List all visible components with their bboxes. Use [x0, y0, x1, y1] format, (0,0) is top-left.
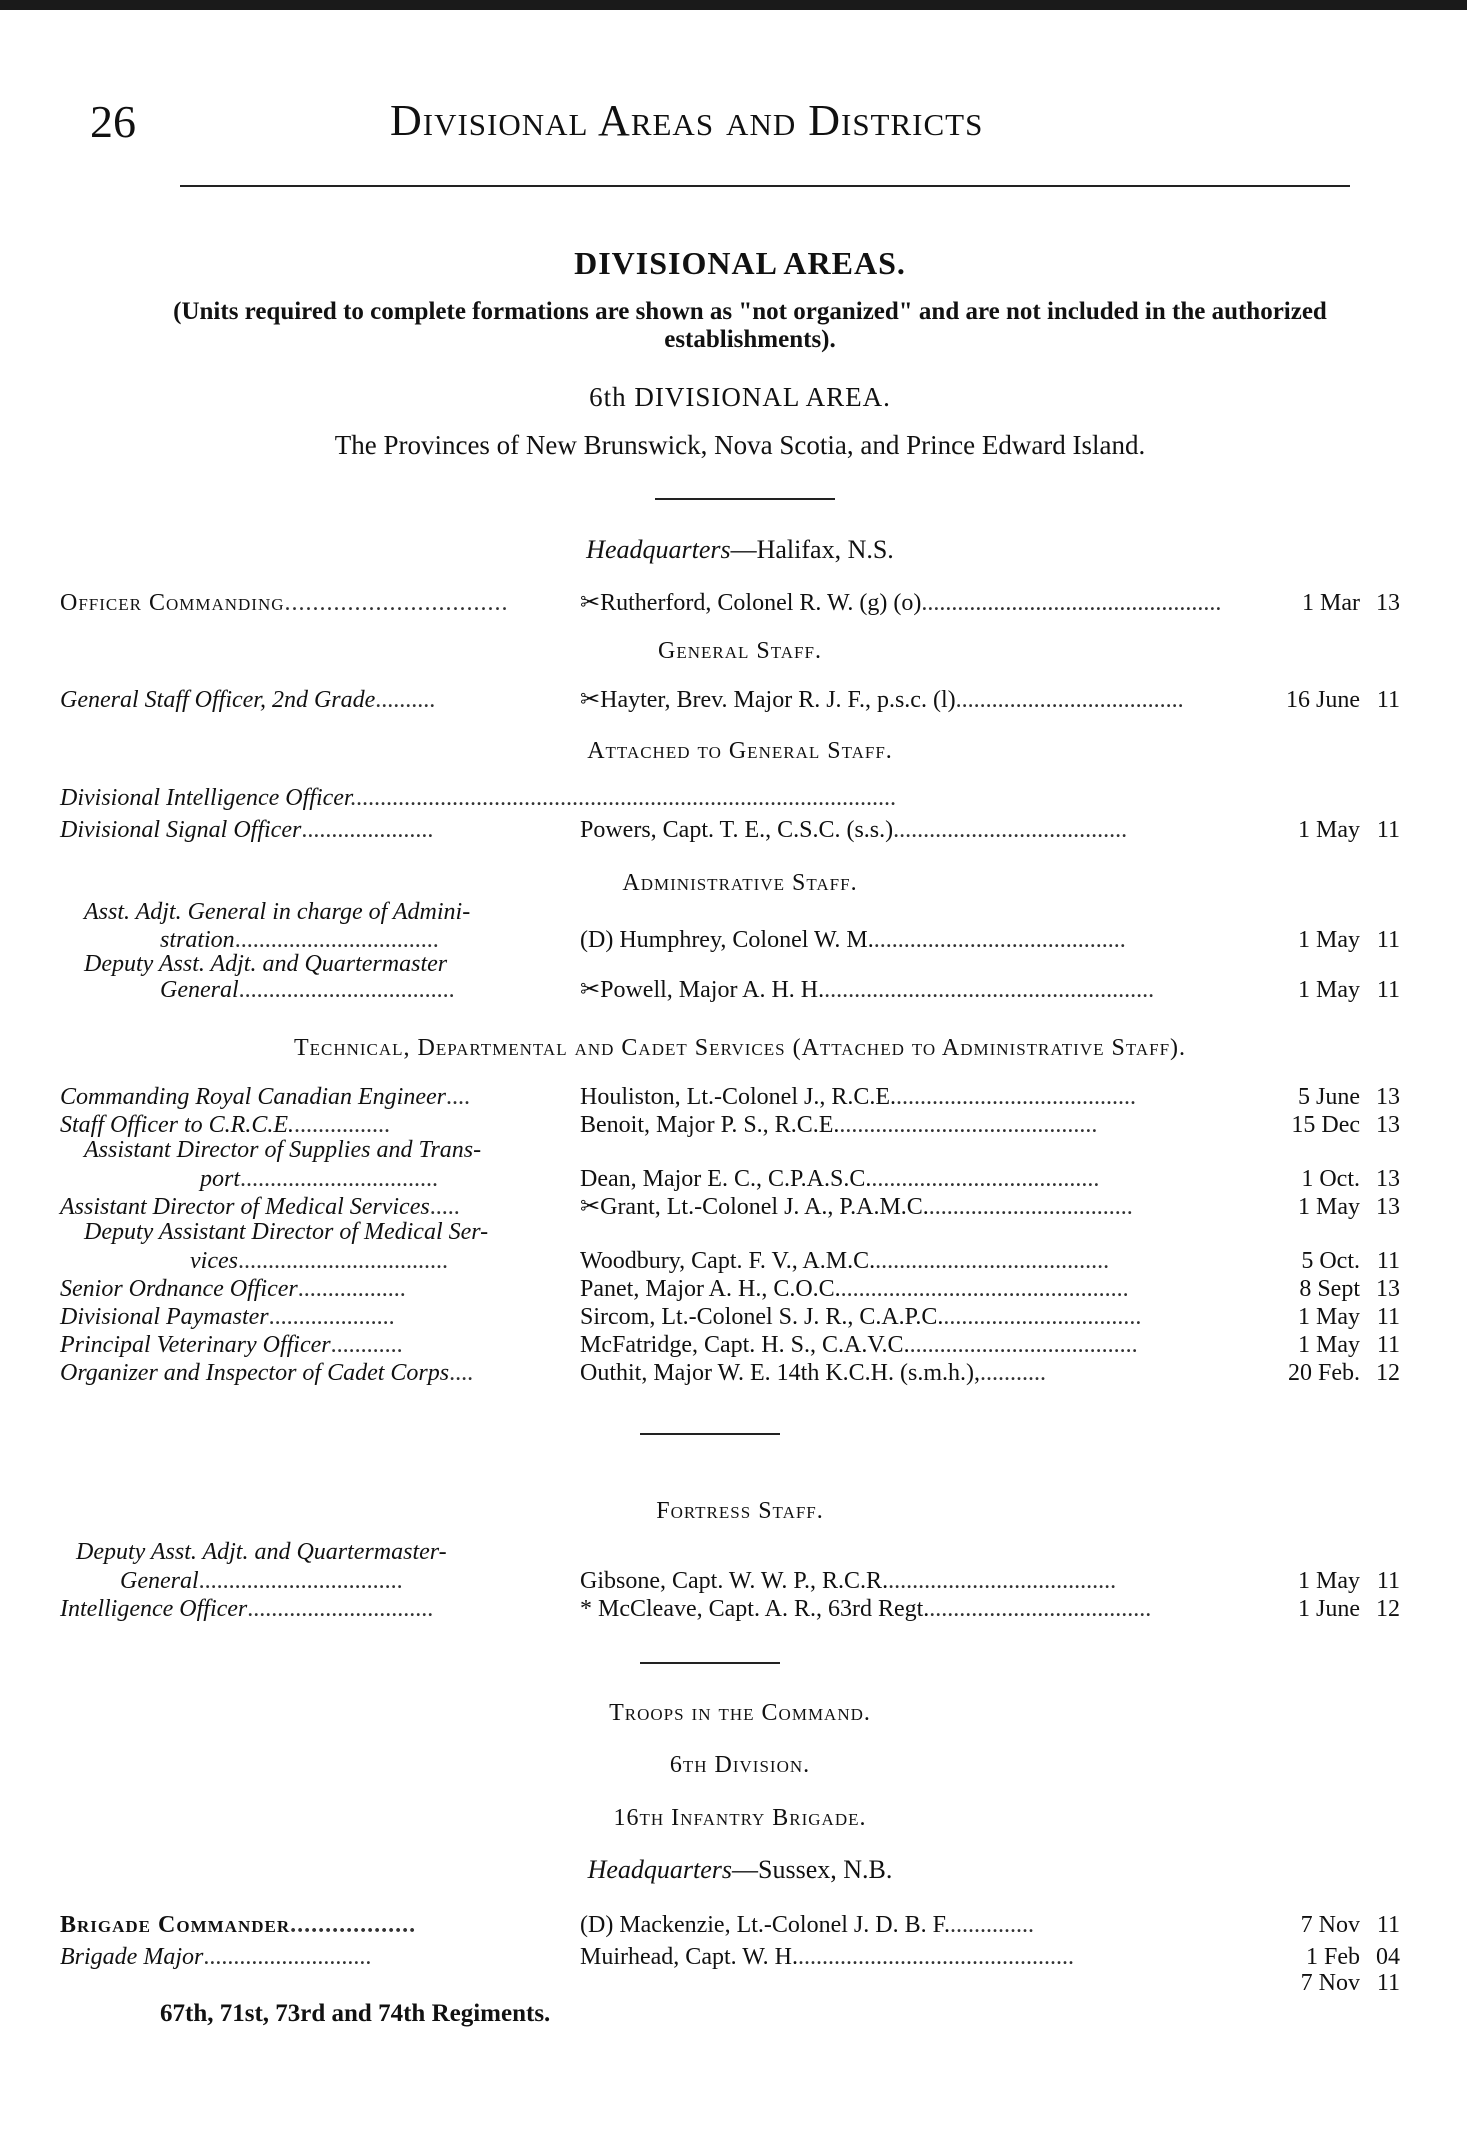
- table-row: [60, 975, 1400, 1005]
- area-title: 6th DIVISIONAL AREA.: [589, 382, 891, 412]
- officer-name: (D) Humphrey, Colonel W. M...........................................: [580, 927, 1126, 953]
- appointment-date: 1 May: [1298, 927, 1360, 953]
- role: General....................................: [160, 977, 455, 1003]
- role: Intelligence Officer...............................: [60, 1596, 434, 1622]
- officer-name: Dean, Major E. C., C.P.A.S.C.......................................: [580, 1166, 1100, 1192]
- appointment-year: 11: [1376, 1912, 1400, 1938]
- officer-name: ✂Powell, Major A. H. H........................................................: [580, 977, 1155, 1003]
- running-title: Divisional Areas and Districts: [390, 96, 984, 145]
- table-row: [60, 1302, 1400, 1332]
- appointment-date: 7 Nov: [1300, 1912, 1360, 1938]
- appointment-year: 11: [1376, 1304, 1400, 1330]
- appointment-year: 13: [1376, 1112, 1400, 1138]
- appointment-date: 1 Mar: [1302, 590, 1360, 616]
- role: Assistant Director of Medical Services.....: [60, 1194, 460, 1220]
- officer-name: Panet, Major A. H., C.O.C.................................................: [580, 1276, 1129, 1302]
- area-description: The Provinces of New Brunswick, Nova Scotia, and Prince Edward Island.: [334, 430, 1146, 460]
- hq-label: Headquarters: [586, 535, 731, 564]
- appointment-date: 7 Nov: [1300, 1970, 1360, 1996]
- table-row: [60, 815, 1400, 845]
- appointment-date: 8 Sept: [1299, 1276, 1360, 1302]
- appointment-year: 12: [1376, 1596, 1400, 1622]
- appointment-year: 13: [1376, 590, 1400, 616]
- headquarters-sussex: [80, 1855, 1400, 1885]
- table-row: [60, 1566, 1400, 1596]
- page-number: 26: [90, 96, 136, 147]
- role: vices...................................: [190, 1248, 448, 1274]
- table-row: [60, 1082, 1400, 1112]
- regiments-line: 67th, 71st, 73rd and 74th Regiments.: [160, 2000, 551, 2027]
- role-continued: Deputy Asst. Adjt. and Quartermaster-: [76, 1539, 447, 1565]
- appointment-year: 11: [1376, 687, 1400, 713]
- division-heading: 6th Division.: [669, 1752, 811, 1778]
- appointment-date: 1 May: [1298, 1332, 1360, 1358]
- officer-name: ✂Hayter, Brev. Major R. J. F., p.s.c. (l)......................................: [580, 687, 1184, 713]
- appointment-date: 15 Dec: [1291, 1112, 1360, 1138]
- officer-name: ✂Rutherford, Colonel R. W. (g) (o)..................................................: [580, 590, 1222, 616]
- role: Staff Officer to C.R.C.E.................: [60, 1112, 390, 1138]
- appointment-date: 1 May: [1298, 1304, 1360, 1330]
- appointment-date: 1 Feb: [1306, 1944, 1360, 1970]
- appointment-date: 1 May: [1298, 977, 1360, 1003]
- officer-name: * McCleave, Capt. A. R., 63rd Regt......................................: [580, 1596, 1152, 1622]
- role: Principal Veterinary Officer............: [60, 1332, 403, 1358]
- section-title: DIVISIONAL AREAS.: [574, 245, 906, 281]
- role-continued: Deputy Asst. Adjt. and Quartermaster: [84, 951, 448, 977]
- role: General Staff Officer, 2nd Grade..........: [60, 687, 436, 713]
- appointment-date: 20 Feb.: [1288, 1360, 1360, 1386]
- table-row: [60, 1910, 1400, 1940]
- officer-name: Sircom, Lt.-Colonel S. J. R., C.A.P.C..................................: [580, 1304, 1142, 1330]
- attached-staff-heading: Attached to General Staff.: [587, 738, 893, 764]
- table-row: [60, 1246, 1400, 1276]
- officer-commanding-row: [60, 588, 1400, 618]
- appointment-year: 11: [1376, 1568, 1400, 1594]
- appointment-year: 11: [1376, 1970, 1400, 1996]
- role: General..................................: [120, 1568, 403, 1594]
- divider-2: [640, 1433, 780, 1435]
- role: Brigade Commander..................: [60, 1912, 417, 1938]
- officer-name: Houliston, Lt.-Colonel J., R.C.E.........................................: [580, 1084, 1137, 1110]
- officer-name: Benoit, Major P. S., R.C.E............................................: [580, 1112, 1098, 1138]
- appointment-year: 11: [1376, 1248, 1400, 1274]
- role: Commanding Royal Canadian Engineer....: [60, 1084, 470, 1110]
- troops-heading: Troops in the Command.: [609, 1700, 871, 1726]
- appointment-date: 5 Oct.: [1301, 1248, 1360, 1274]
- role: Divisional Intelligence Officer...........................................................................................: [60, 785, 897, 811]
- appointment-date: 5 June: [1298, 1084, 1360, 1110]
- technical-services-heading: Technical, Departmental and Cadet Services (Attached to Administrative Staff).: [293, 1035, 1187, 1061]
- appointment-year: 11: [1376, 817, 1400, 843]
- table-row: [60, 1968, 1400, 1998]
- officer-name: Powers, Capt. T. E., C.S.C. (s.s.).......................................: [580, 817, 1128, 843]
- administrative-staff-heading: Administrative Staff.: [622, 870, 858, 896]
- table-row: [60, 685, 1400, 715]
- officer-name: (D) Mackenzie, Lt.-Colonel J. D. B. F...............: [580, 1912, 1035, 1938]
- officer-name: ✂Grant, Lt.-Colonel J. A., P.A.M.C...................................: [580, 1194, 1133, 1220]
- table-row: [60, 1358, 1400, 1388]
- appointment-year: 13: [1376, 1166, 1400, 1192]
- appointment-year: 04: [1376, 1944, 1400, 1970]
- page-header: [90, 95, 1380, 155]
- brigade-heading: 16th Infantry Brigade.: [613, 1805, 867, 1831]
- table-row: [60, 1164, 1400, 1194]
- officer-name: Woodbury, Capt. F. V., A.M.C........................................: [580, 1248, 1110, 1274]
- role: port.................................: [200, 1166, 439, 1192]
- officer-name: Muirhead, Capt. W. H...............................................: [580, 1944, 1074, 1970]
- appointment-year: 12: [1376, 1360, 1400, 1386]
- hq-label: Headquarters: [587, 1855, 733, 1884]
- appointment-date: 1 June: [1298, 1596, 1360, 1622]
- appointment-year: 11: [1376, 927, 1400, 953]
- officer-name: Gibsone, Capt. W. W. P., R.C.R.......................................: [580, 1568, 1117, 1594]
- table-row: [60, 783, 1400, 813]
- table-row: [60, 1594, 1400, 1624]
- appointment-year: 11: [1376, 977, 1400, 1003]
- divider-1: [655, 498, 835, 500]
- appointment-year: 13: [1376, 1276, 1400, 1302]
- role: Organizer and Inspector of Cadet Corps....: [60, 1360, 474, 1386]
- appointment-date: 1 May: [1298, 817, 1360, 843]
- divider-3: [640, 1662, 780, 1664]
- appointment-date: 1 May: [1298, 1194, 1360, 1220]
- hq-place: —Sussex, N.B.: [732, 1855, 893, 1884]
- table-row: [60, 1274, 1400, 1304]
- appointment-date: 1 May: [1298, 1568, 1360, 1594]
- headquarters-halifax: [80, 535, 1400, 565]
- officer-name: Outhit, Major W. E. 14th K.C.H. (s.m.h.),...........: [580, 1360, 1046, 1386]
- general-staff-heading: General Staff.: [658, 638, 822, 664]
- role-continued: Asst. Adjt. General in charge of Admini-: [84, 899, 471, 925]
- fortress-staff-heading: Fortress Staff.: [656, 1498, 824, 1524]
- officer-name: McFatridge, Capt. H. S., C.A.V.C.......................................: [580, 1332, 1138, 1358]
- role: Senior Ordnance Officer..................: [60, 1276, 406, 1302]
- role: Divisional Signal Officer......................: [60, 817, 434, 843]
- role: Brigade Major............................: [60, 1944, 372, 1970]
- role-continued: Assistant Director of Supplies and Trans-: [84, 1137, 482, 1163]
- appointment-date: 16 June: [1286, 687, 1360, 713]
- role-continued: Deputy Assistant Director of Medical Ser-: [84, 1219, 489, 1245]
- hq-place: —Halifax, N.S.: [730, 535, 894, 564]
- role: Divisional Paymaster.....................: [60, 1304, 395, 1330]
- appointment-date: 1 Oct.: [1301, 1166, 1360, 1192]
- section-note: (Units required to complete formations are shown as "not organized" and are not included in the authorized establishments).: [173, 298, 1327, 353]
- role: Officer Commanding................................: [60, 590, 509, 616]
- appointment-year: 13: [1376, 1084, 1400, 1110]
- header-rule: [180, 185, 1350, 187]
- role: stration..................................: [160, 927, 439, 953]
- table-row: [60, 1330, 1400, 1360]
- appointment-year: 11: [1376, 1332, 1400, 1358]
- appointment-year: 13: [1376, 1194, 1400, 1220]
